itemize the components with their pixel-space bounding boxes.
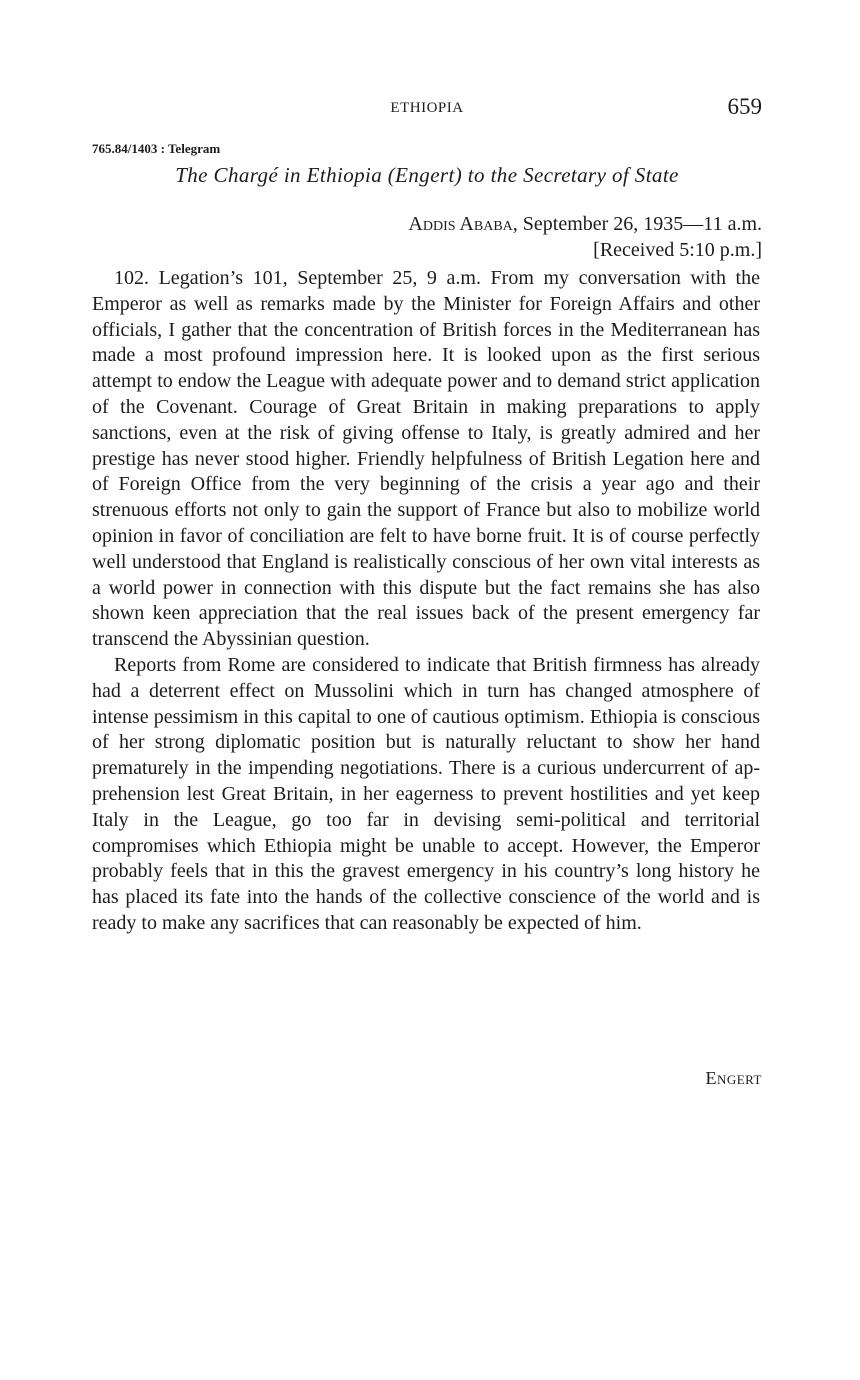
telegram-body	[92, 266, 760, 937]
dateline	[408, 211, 762, 263]
running-title: ETHIOPIA	[390, 100, 464, 116]
page-number: 659	[727, 94, 762, 119]
dateline-received: [Received 5:10 p.m.]	[593, 239, 762, 261]
paragraph: Reports from Rome are considered to indicate that British firmness has already had a deterrent effect on Mussolini which in turn has changed atmosphere of intense pessimism in this capital to one of cautious optimism. Ethiopia is conscious of her strong diplomatic position but is naturally reluctant to show her hand prematurely in the impending negotiations. There is a curious undercurrent of apprehension lest Great Britain, in her eagerness to prevent hostilities and yet keep Italy in the League, go too far in devising semi-political and territorial compromises which Ethiopia might be unable to accept. However, the Emperor probably feels that in this the gravest emergency in his country’s long history he has placed its fate into the hands of the collective conscience of the world and is ready to make any sacrifices that can reasonably be expected of him.	[92, 653, 760, 934]
dateline-place-date	[408, 211, 762, 237]
signature: Engert	[705, 1068, 762, 1088]
running-head	[92, 94, 762, 124]
dateline-place: Addis Ababa	[408, 213, 513, 235]
document-heading: The Chargé in Ethiopia (Engert) to the Secretary of State	[175, 163, 679, 187]
paragraph: 102. Legation’s 101, September 25, 9 a.m. From my conversation with the Emperor as well as remarks made by the Minister for Foreign Affairs and other officials, I gather that the concentration of British forces in the Mediterranean has made a most profound impression here. It is looked upon as the first serious attempt to endow the League with adequate power and to demand strict application of the Covenant. Courage of Great Britain in making preparations to apply sanctions, even at the risk of giving offense to Italy, is greatly admired and her prestige has never stood higher. Friendly helpfulness of British Legation here and of Foreign Office from the very beginning of the crisis a year ago and their strenuous efforts not only to gain the support of France but also to mobilize world opinion in favor of conciliation are felt to have borne fruit. It is of course perfectly well understood that England is realistically conscious of her own vital interests as a world power in connection with this dispute but the fact remains she has also shown keen appreciation that the real issues back of the present emergency far transcend the Abyssinian question.	[92, 267, 760, 651]
file-reference: 765.84/1403 : Telegram	[92, 141, 221, 156]
dateline-date: , September 26, 1935—11 a.m.	[512, 213, 762, 235]
